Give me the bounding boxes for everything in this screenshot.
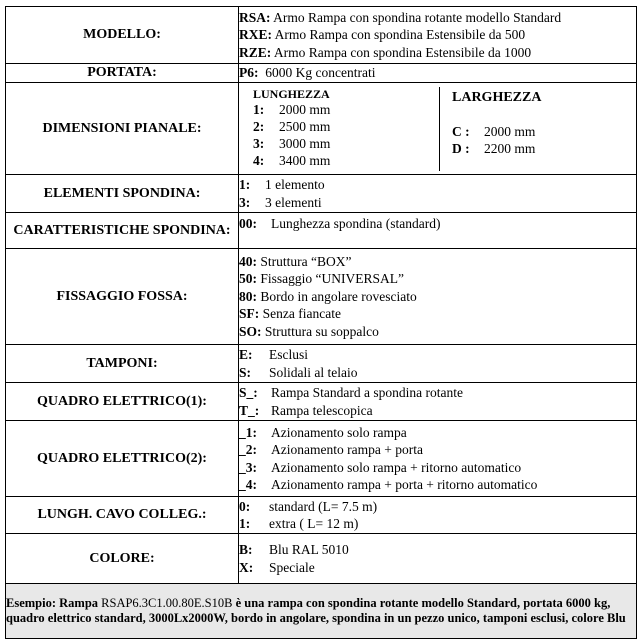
label-portata: PORTATA: (6, 64, 239, 83)
cavo-option: 0: standard (L= 7.5 m) (239, 498, 378, 514)
label-quadro1: QUADRO ELETTRICO(1): (6, 383, 239, 421)
values-portata (239, 64, 637, 83)
label-tamponi: TAMPONI: (6, 345, 239, 383)
label-quadro2: QUADRO ELETTRICO(2): (6, 421, 239, 497)
example-code: RSAP6.3C1.00.80E.S10B (101, 595, 233, 610)
lunghezza-option: 4: 3400 mm (253, 152, 331, 168)
larghezza-heading: LARGHEZZA (452, 89, 542, 105)
row-cavo (6, 497, 637, 534)
product-code-table (5, 6, 637, 639)
larghezza-option: C : 2000 mm (452, 123, 536, 139)
row-modello (6, 7, 637, 64)
label-caratteristiche: CARATTERISTICHE SPONDINA: (6, 213, 239, 249)
row-elementi (6, 175, 637, 213)
example-text: è una rampa con spondina rotante modello Standard, portata 6000 kg, quadro elettrico standard, 3000Lx2000W, bordo in angolare, spondina in un pezzo unico, tamponi esclusi, colore Blu (6, 595, 626, 625)
larghezza-box (440, 87, 636, 171)
label-colore: COLORE: (6, 534, 239, 584)
lunghezza-option: 3: 3000 mm (253, 135, 331, 151)
values-dimensioni (239, 83, 637, 175)
elementi-option: 1: 1 elemento (239, 177, 325, 192)
row-example (6, 584, 637, 639)
label-dimensioni: DIMENSIONI PIANALE: (6, 83, 239, 175)
row-dimensioni (6, 83, 637, 175)
lunghezza-box (239, 87, 440, 171)
example-note (6, 584, 637, 639)
option-p6: P6: 6000 Kg concentrati (239, 65, 376, 81)
row-fissaggio (6, 249, 637, 345)
lunghezza-heading: LUNGHEZZA (253, 86, 330, 101)
row-quadro1 (6, 383, 637, 421)
fissaggio-option: SF: Senza fiancate (239, 306, 341, 322)
quadro2-option: _2: Azionamento rampa + porta (239, 442, 423, 457)
quadro2-option: _4: Azionamento rampa + porta + ritorno automatico (239, 477, 538, 492)
lunghezza-option: 2: 2500 mm (253, 118, 331, 134)
fissaggio-option: 40: Struttura “BOX” (239, 253, 352, 269)
tamponi-option: S: Solidali al telaio (239, 364, 358, 380)
row-portata (6, 64, 637, 83)
row-colore (6, 534, 637, 584)
option-rxe: RXE: Armo Rampa con spondina Estensibile da 500 (239, 27, 526, 43)
colore-option: X: Speciale (239, 559, 315, 575)
option-rze: RZE: Armo Rampa con spondina Estensibile da 1000 (239, 44, 532, 60)
cavo-option: 1: extra ( L= 12 m) (239, 516, 359, 531)
fissaggio-option: 50: Fissaggio “UNIVERSAL” (239, 271, 404, 287)
option-rsa: RSA: Armo Rampa con spondina rotante modello Standard (239, 9, 562, 25)
quadro2-option: _1: Azionamento solo rampa (239, 424, 407, 440)
lunghezza-option: 1: 2000 mm (253, 101, 331, 117)
values-quadro2 (239, 421, 637, 497)
label-modello: MODELLO: (6, 7, 239, 64)
values-modello (239, 7, 637, 64)
quadro1-option: S_: Rampa Standard a spondina rotante (239, 385, 463, 400)
row-quadro2 (6, 421, 637, 497)
values-caratteristiche (239, 213, 637, 249)
label-cavo: LUNGH. CAVO COLLEG.: (6, 497, 239, 534)
fissaggio-option: SO: Struttura su soppalco (239, 323, 379, 339)
example-prefix: Esempio: Rampa (6, 595, 102, 610)
quadro1-option: T_: Rampa telescopica (239, 402, 373, 418)
values-fissaggio (239, 249, 637, 345)
fissaggio-option: 80: Bordo in angolare rovesciato (239, 288, 417, 304)
quadro2-option: _3: Azionamento solo rampa + ritorno automatico (239, 459, 522, 475)
tamponi-option: E: Esclusi (239, 347, 308, 362)
larghezza-option: D : 2200 mm (452, 141, 536, 156)
values-elementi (239, 175, 637, 213)
values-colore (239, 534, 637, 584)
label-elementi: ELEMENTI SPONDINA: (6, 175, 239, 213)
label-fissaggio: FISSAGGIO FOSSA: (6, 249, 239, 345)
values-quadro1 (239, 383, 637, 421)
values-cavo (239, 497, 637, 534)
row-tamponi (6, 345, 637, 383)
values-tamponi (239, 345, 637, 383)
caratteristiche-option: 00: Lunghezza spondina (standard) (239, 216, 441, 231)
elementi-option: 3: 3 elementi (239, 194, 322, 210)
colore-option: B: Blu RAL 5010 (239, 542, 349, 557)
row-caratteristiche (6, 213, 637, 249)
